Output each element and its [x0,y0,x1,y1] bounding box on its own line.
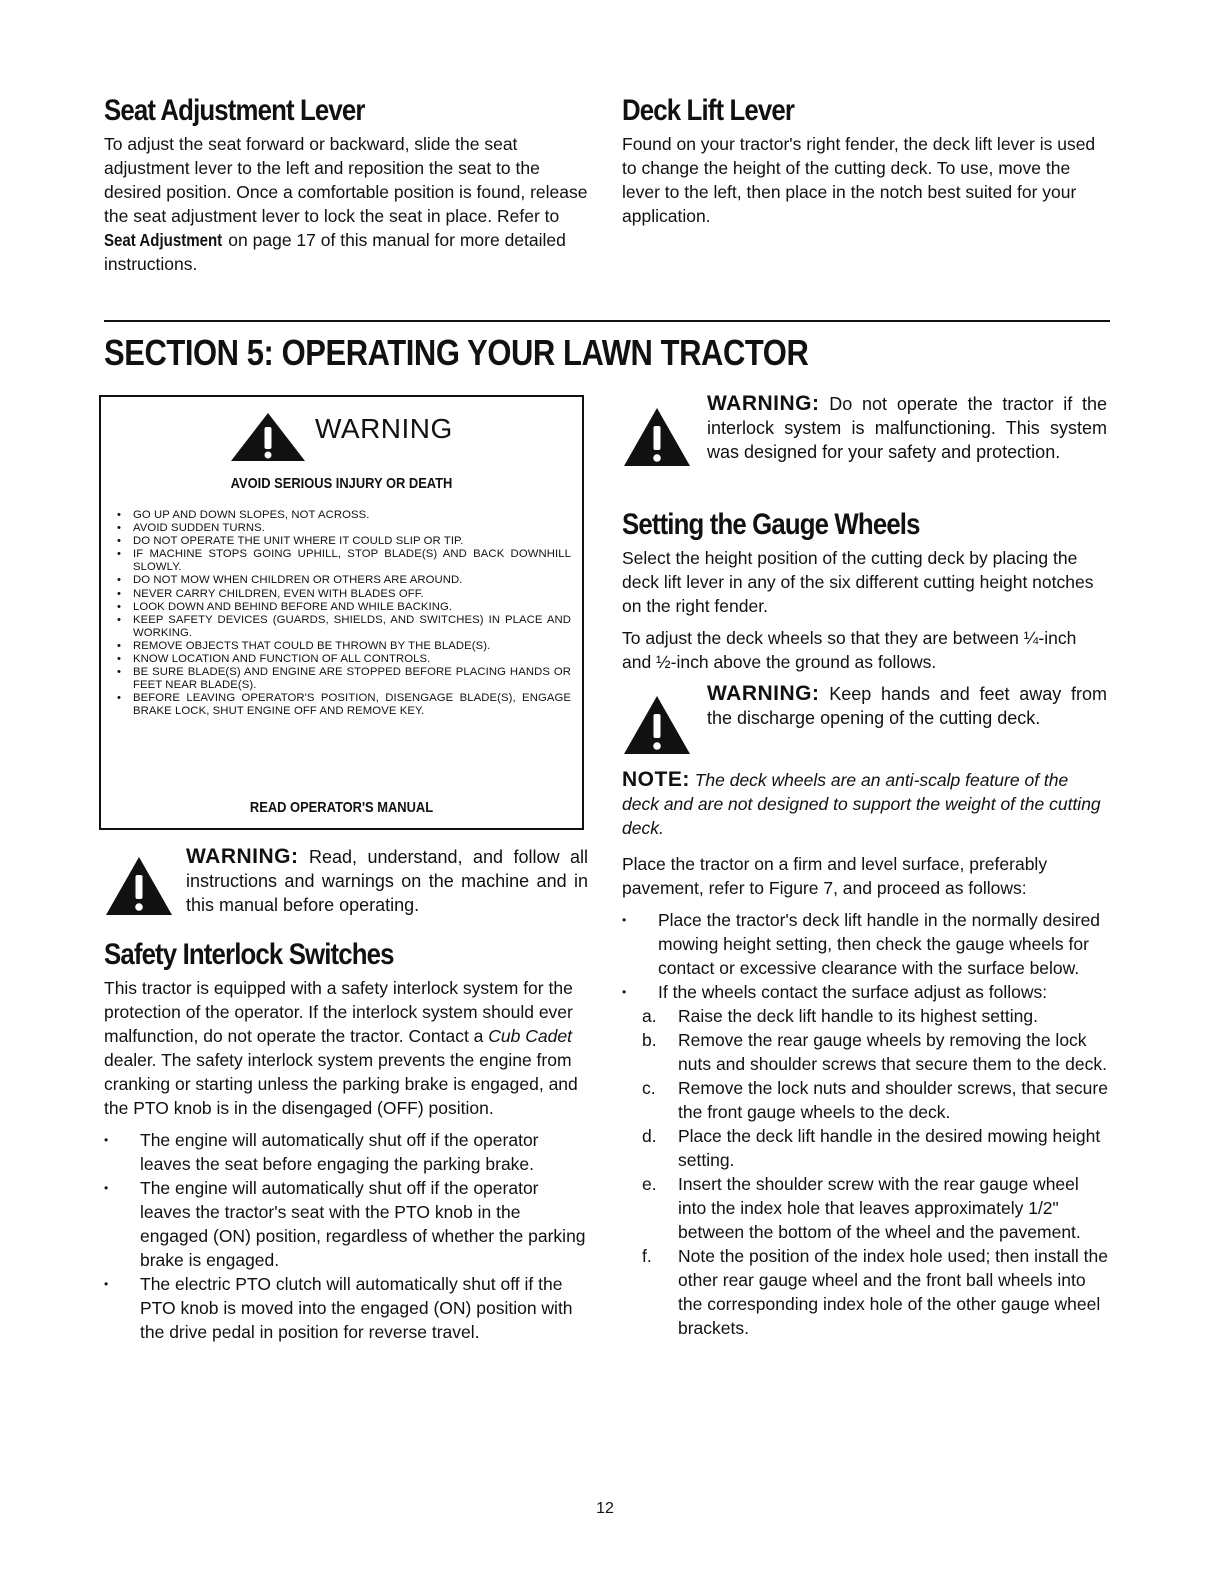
safety-interlock-title: Safety Interlock Switches [104,938,394,971]
step-item [622,1076,1110,1124]
adjustment-steps [622,1004,1110,1340]
safety-interlock-section [104,938,588,1344]
step-item [622,1244,1110,1340]
warning-interlock [622,392,1110,492]
list-item: • KNOW LOCATION AND FUNCTION OF ALL CONTROLS. [115,653,571,666]
list-item [622,980,1110,1340]
seat-adjustment-text-2: on page 17 of this manual for more detailed instructions. [104,230,566,274]
note [622,768,1110,840]
list-item: • REMOVE OBJECTS THAT COULD BE THROWN BY THE BLADE(S). [115,640,571,653]
warning-box [99,395,584,830]
list-item: • BEFORE LEAVING OPERATOR'S POSITION, DISENGAGE BLADE(S), ENGAGE BRAKE LOCK, SHUT ENGINE OFF AND REMOVE KEY. [115,692,571,718]
section-title: SECTION 5: OPERATING YOUR LAWN TRACTOR [104,332,809,373]
step-letter: c. [642,1078,656,1098]
list-item: • LOOK DOWN AND BEHIND BEFORE AND WHILE BACKING. [115,601,571,614]
safety-interlock-body [104,976,588,1120]
warning-box-subheading: AVOID SERIOUS INJURY OR DEATH [230,475,453,492]
warning-triangle-icon [104,855,174,917]
seat-adjustment-text-1: To adjust the seat forward or backward, slide the seat adjustment lever to the left and reposition the seat to the desired position. Once a comfortable position is found, release the seat adjustment lever to lock the seat in place. Refer to [104,134,588,226]
gauge-wheels-para-2: To adjust the deck wheels so that they are between ¼-inch and ½-inch above the ground as follows. [622,628,1077,672]
seat-adjustment-title: Seat Adjustment Lever [104,94,365,127]
warning-triangle-icon [622,694,692,756]
list-item: • The engine will automatically shut off if the operator leaves the seat before engaging the parking brake. [104,1128,588,1176]
warning-keyword: WARNING: [707,682,820,705]
gauge-wheels-para-1: Select the height position of the cutting deck by placing the deck lift lever in any of the six different cutting height notches on the right fender. [622,548,1094,616]
section-divider [104,320,1110,322]
list-item: • DO NOT MOW WHEN CHILDREN OR OTHERS ARE AROUND. [115,574,571,587]
warning-read-body: Read, understand, and follow all instructions and warnings on the machine and in this manual before operating. [186,847,588,915]
warning-box-heading: WARNING [315,413,453,444]
safety-interlock-text-1: This tractor is equipped with a safety interlock system for the protection of the operator. If the interlock system should ever malfunction, do not operate the tractor. Contact a [104,978,573,1046]
step-letter: d. [642,1126,657,1146]
note-text: The deck wheels are an anti-scalp feature of the deck and are not designed to support the weight of the cutting deck. [622,770,1101,838]
step-text: Remove the rear gauge wheels by removing the lock nuts and shoulder screws that secure them to the deck. [678,1030,1107,1074]
warning-discharge-text [707,682,1107,730]
safety-interlock-list [104,1128,588,1344]
seat-adjustment-section [104,94,588,284]
step-letter: a. [642,1006,657,1026]
warning-box-footer: READ OPERATOR'S MANUAL [249,799,434,816]
step-item [622,1124,1110,1172]
warning-discharge-body: Keep hands and feet away from the discharge opening of the cutting deck. [707,684,1107,728]
list-item: • The electric PTO clutch will automatically shut off if the PTO knob is moved into the engaged (ON) position with the drive pedal in position for reverse travel. [104,1272,588,1344]
step-text: Insert the shoulder screw with the rear gauge wheel into the index hole that leaves approximately 1/2" between the bottom of the wheel and the pavement. [678,1174,1081,1242]
list-item: • The engine will automatically shut off if the operator leaves the tractor's seat with the PTO knob in the engaged (ON) position, regardless of whether the parking brake is engaged. [104,1176,588,1272]
warning-read-text [186,845,588,917]
gauge-wheels-title: Setting the Gauge Wheels [622,508,920,541]
warning-interlock-text [707,392,1107,464]
warning-keyword: WARNING: [707,392,820,415]
seat-adjustment-reference: Seat Adjustment [104,230,223,250]
warning-discharge [622,682,1110,764]
list-item: • BE SURE BLADE(S) AND ENGINE ARE STOPPED BEFORE PLACING HANDS OR FEET NEAR BLADE(S). [115,666,571,692]
safety-interlock-text-2: dealer. The safety interlock system prevents the engine from cranking or starting unless the parking brake is engaged, and the PTO knob is in the disengaged (OFF) position. [104,1050,578,1118]
step-letter: b. [642,1030,657,1050]
gauge-wheels-list [622,908,1110,1340]
list-item-text: If the wheels contact the surface adjust as follows: [658,982,1048,1002]
list-item: • AVOID SUDDEN TURNS. [115,522,571,535]
step-item [622,1004,1110,1028]
warning-interlock-body: Do not operate the tractor if the interlock system is malfunctioning. This system was designed for your safety and protection. [707,394,1107,462]
deck-lift-section [622,94,1110,236]
step-letter: e. [642,1174,657,1194]
deck-lift-title: Deck Lift Lever [622,94,795,127]
warning-read-instructions [104,845,588,923]
warning-triangle-icon [622,406,692,468]
step-item [622,1172,1110,1244]
page-number: 12 [596,1500,614,1517]
deck-lift-body: Found on your tractor's right fender, the deck lift lever is used to change the height of the cutting deck. To use, move the lever to the left, then place in the notch best suited for your application. [622,134,1096,226]
step-text: Place the deck lift handle in the desired mowing height setting. [678,1126,1101,1170]
list-item: • Place the tractor's deck lift handle in the normally desired mowing height setting, then check the gauge wheels for contact or excessive clearance with the surface below. [622,908,1110,980]
step-item [622,1028,1110,1076]
warning-triangle-icon [229,411,307,463]
list-item: • NEVER CARRY CHILDREN, EVEN WITH BLADES OFF. [115,588,571,601]
gauge-wheels-section [622,508,1110,1340]
step-letter: f. [642,1246,652,1266]
warning-keyword: WARNING: [186,845,299,868]
list-item: • DO NOT OPERATE THE UNIT WHERE IT COULD SLIP OR TIP. [115,535,571,548]
step-text: Note the position of the index hole used; then install the other rear gauge wheel and the front ball wheels into the corresponding index hole of the other gauge wheel brackets. [678,1246,1109,1338]
note-keyword: NOTE: [622,768,690,791]
step-text: Remove the lock nuts and shoulder screws, that secure the front gauge wheels to the deck. [678,1078,1108,1122]
step-text: Raise the deck lift handle to its highest setting. [678,1006,1038,1026]
list-item: • IF MACHINE STOPS GOING UPHILL, STOP BLADE(S) AND BACK DOWNHILL SLOWLY. [115,548,571,574]
warning-box-list [115,509,571,719]
seat-adjustment-body [104,132,588,276]
gauge-wheels-para-3: Place the tractor on a firm and level surface, preferably pavement, refer to Figure 7, and proceed as follows: [622,854,1048,898]
brand-name: Cub Cadet [488,1026,572,1046]
list-item: • KEEP SAFETY DEVICES (GUARDS, SHIELDS, AND SWITCHES) IN PLACE AND WORKING. [115,614,571,640]
list-item: • GO UP AND DOWN SLOPES, NOT ACROSS. [115,509,571,522]
